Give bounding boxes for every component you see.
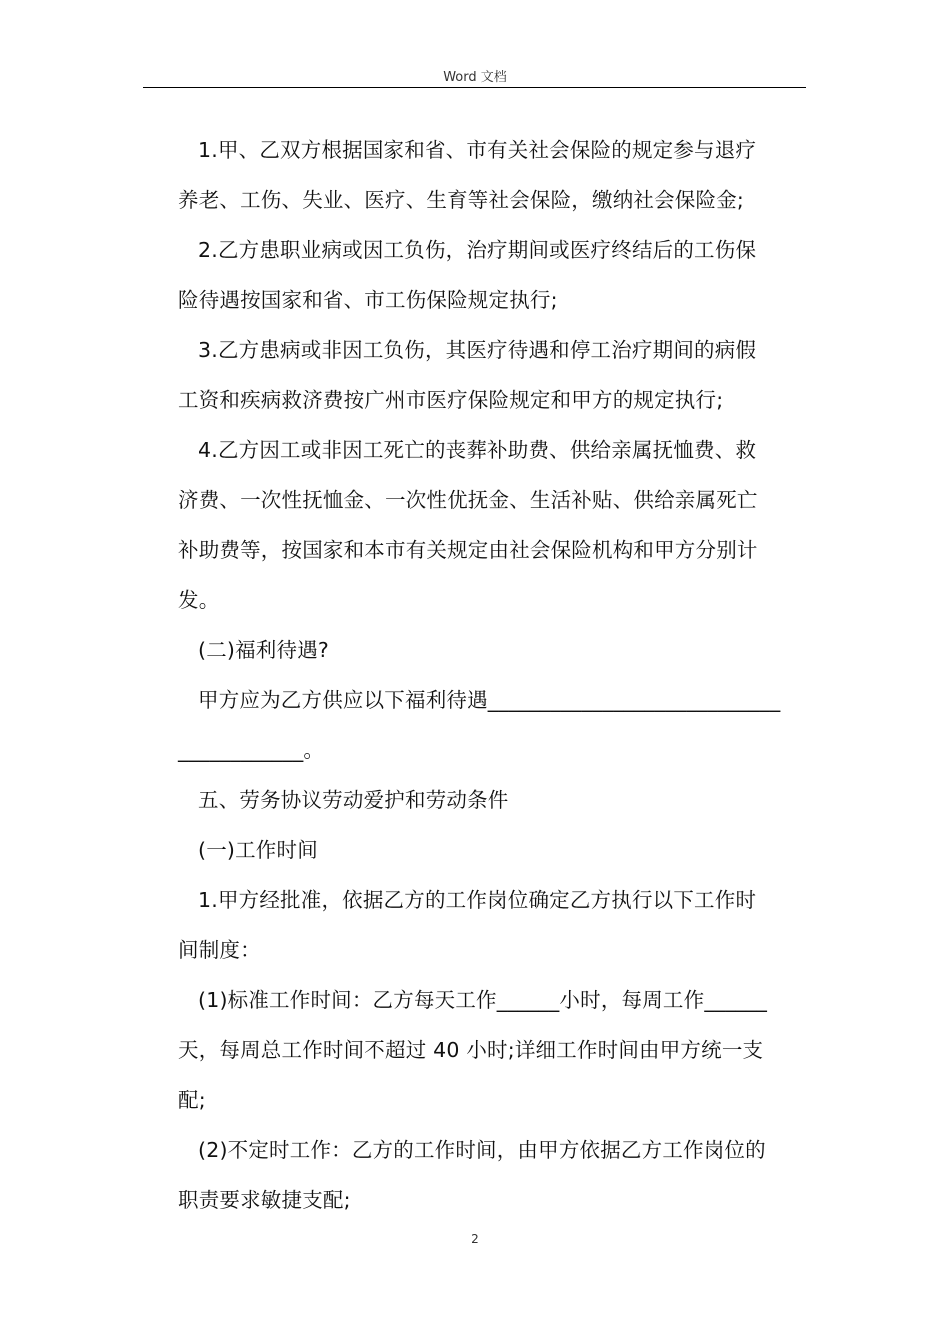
- page-header: Word 文档: [443, 70, 507, 85]
- body-line: 配;: [178, 1088, 206, 1112]
- body-line: 养老、工伤、失业、医疗、生育等社会保险，缴纳社会保险金;: [178, 188, 745, 212]
- body-line: (二)福利待遇?: [198, 638, 329, 662]
- body-line: 职责要求敏捷支配;: [178, 1188, 351, 1212]
- body-line: 2.乙方患职业病或因工负伤，治疗期间或医疗终结后的工伤保: [198, 238, 757, 262]
- body-line: 发。: [178, 588, 220, 612]
- body-line: 4.乙方因工或非因工死亡的丧葬补助费、供给亲属抚恤费、救: [198, 438, 757, 462]
- body-line: 3.乙方患病或非因工负伤，其医疗待遇和停工治疗期间的病假: [198, 338, 757, 362]
- body-line: 天，每周总工作时间不超过 40 小时;详细工作时间由甲方统一支: [178, 1038, 764, 1062]
- body-line: 补助费等，按国家和本市有关规定由社会保险机构和甲方分别计: [178, 538, 758, 562]
- body-line: 济费、一次性抚恤金、一次性优抚金、生活补贴、供给亲属死亡: [178, 488, 758, 512]
- body-line: (2)不定时工作：乙方的工作时间，由甲方依据乙方工作岗位的: [198, 1138, 766, 1162]
- body-line: (一)工作时间: [198, 838, 318, 862]
- page-number: 2: [471, 1232, 479, 1246]
- body-line: 五、劳务协议劳动爱护和劳动条件: [198, 788, 509, 812]
- body-line: 1.甲方经批准，依据乙方的工作岗位确定乙方执行以下工作时: [198, 888, 757, 912]
- body-line: ____________。: [178, 738, 325, 762]
- body-line: 险待遇按国家和省、市工伤保险规定执行;: [178, 288, 558, 312]
- body-line: 间制度：: [178, 938, 261, 962]
- body-line: 甲方应为乙方供应以下福利待遇____________________________: [198, 688, 781, 712]
- document-body: [178, 125, 808, 1225]
- header-divider: [143, 87, 806, 88]
- body-line: 工资和疾病救济费按广州市医疗保险规定和甲方的规定执行;: [178, 388, 724, 412]
- body-line: 1.甲、乙双方根据国家和省、市有关社会保险的规定参与退疗: [198, 138, 757, 162]
- body-line: (1)标准工作时间：乙方每天工作______小时，每周工作______: [198, 988, 768, 1012]
